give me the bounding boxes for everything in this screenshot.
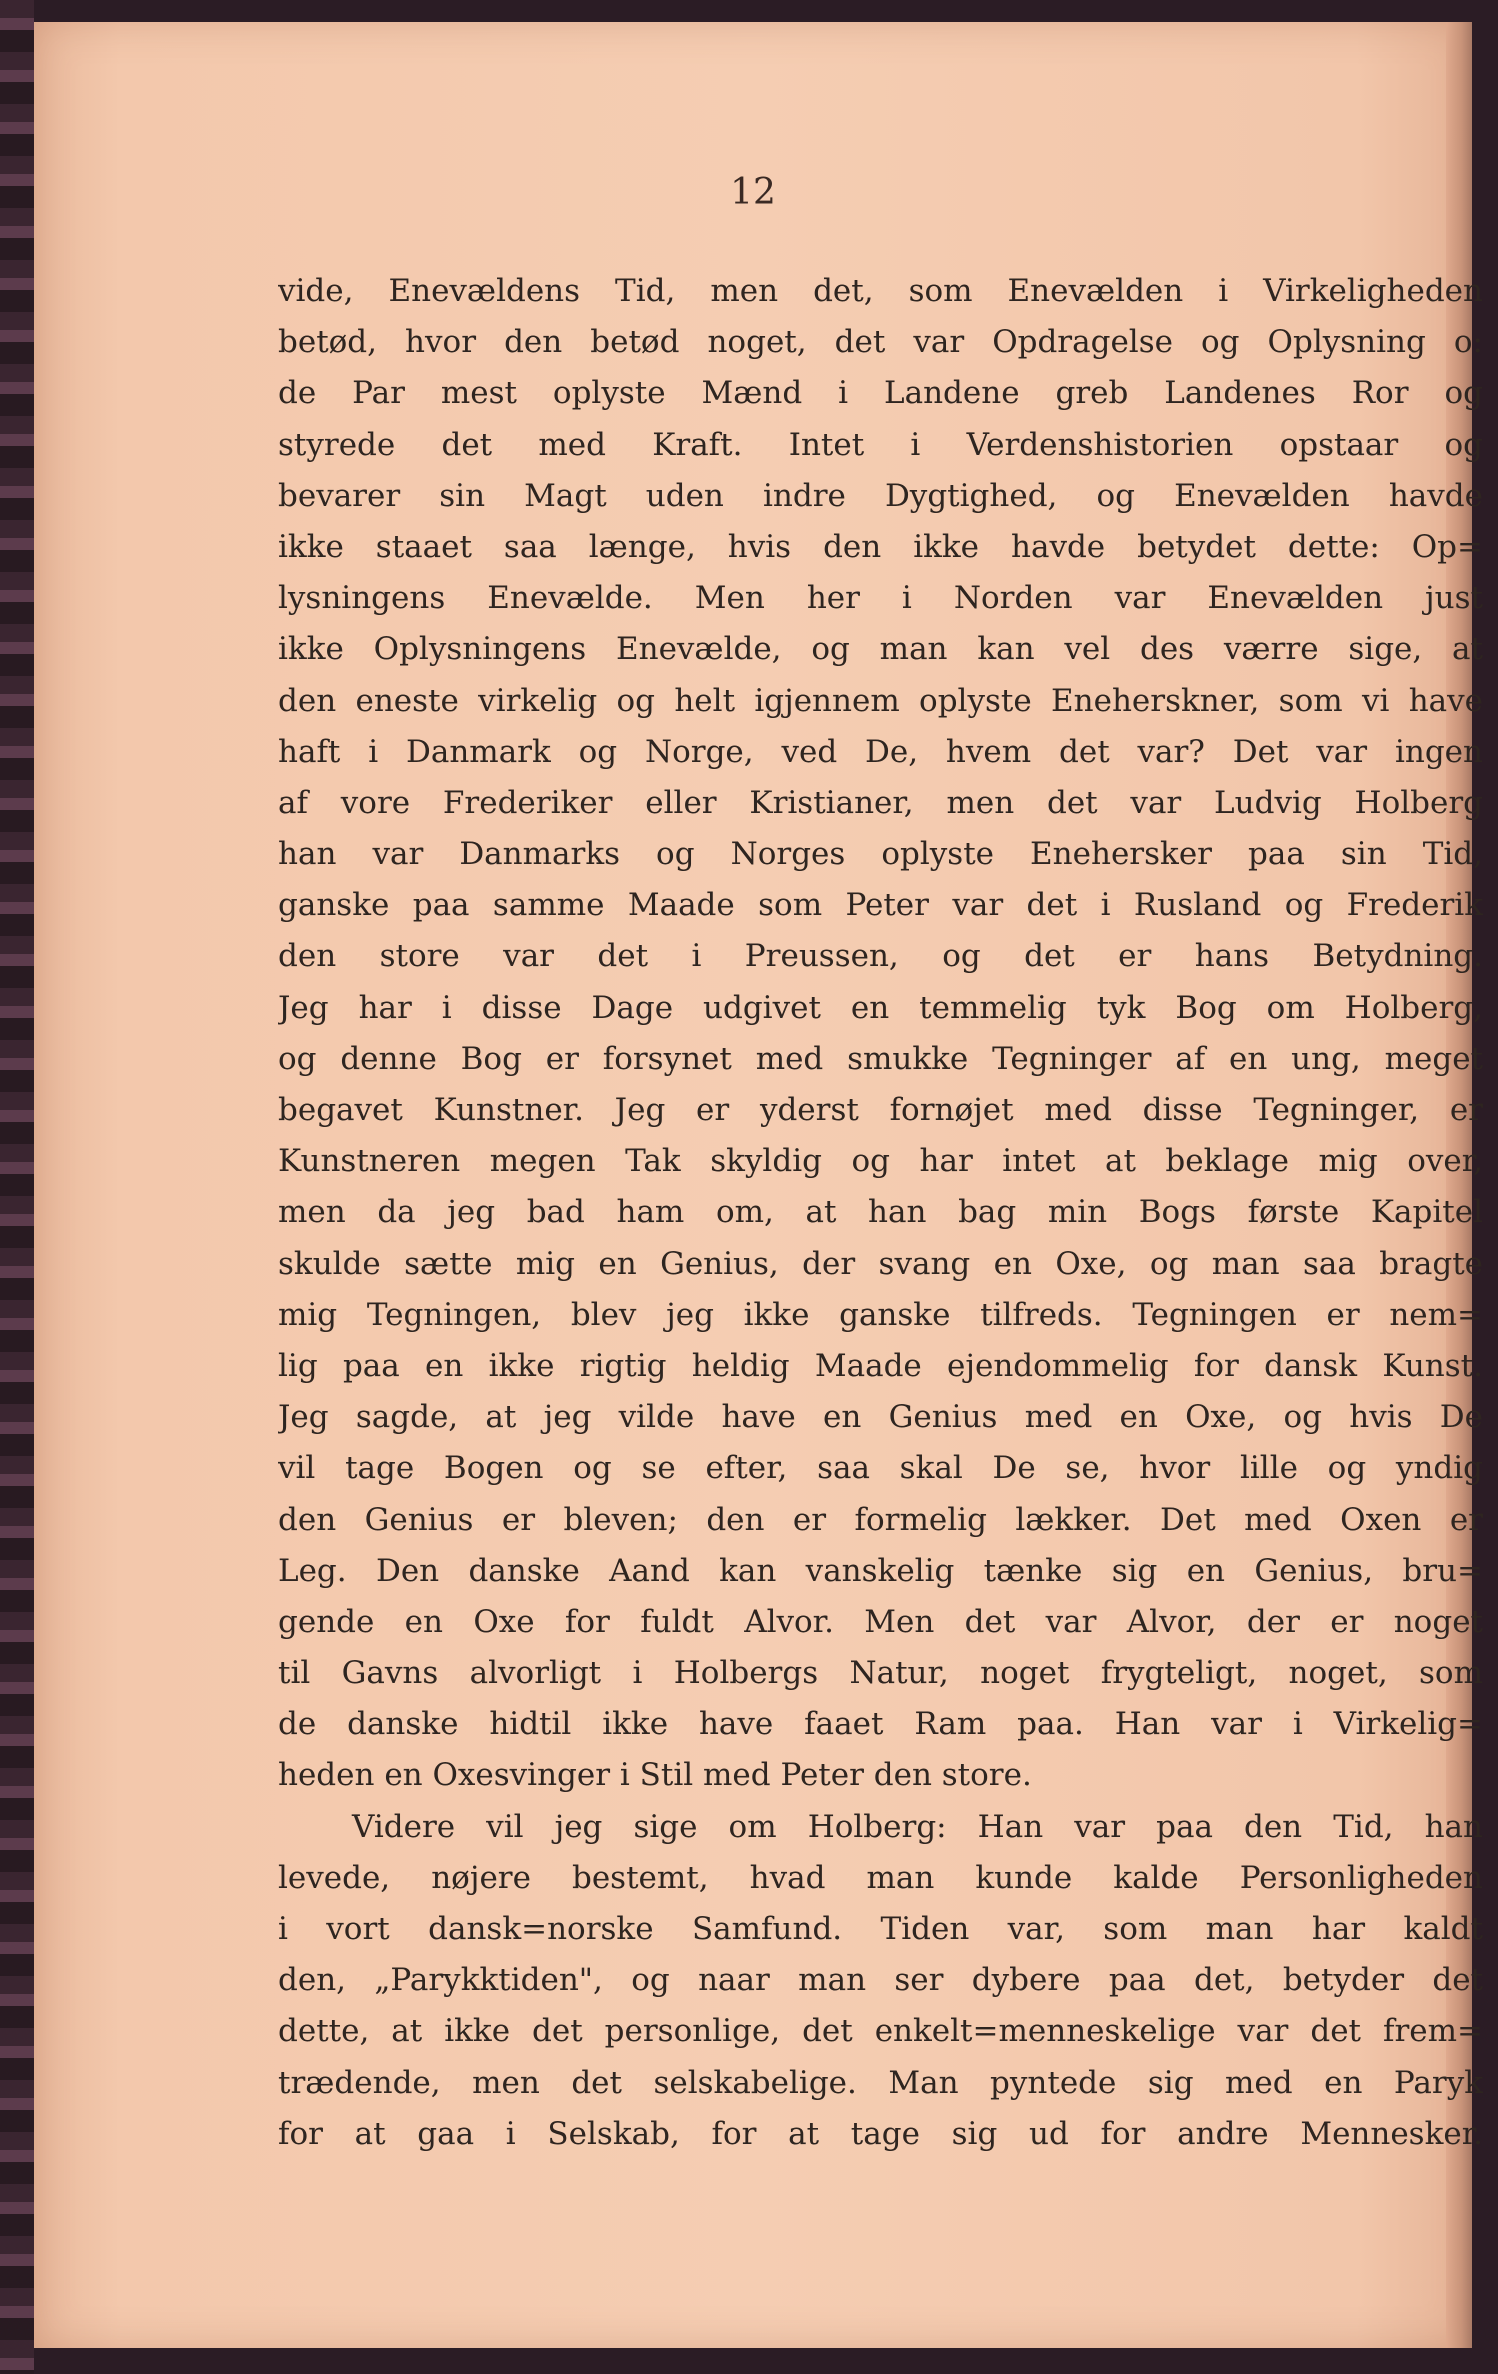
page-number: 12: [730, 172, 776, 213]
text-line: de Par mest oplyste Mænd i Landene greb Landenes Ror og: [278, 375, 1483, 412]
text-line: vil tage Bogen og se efter, saa skal De se, hvor lille og yndig: [278, 1450, 1483, 1487]
text-line: til Gavns alvorligt i Holbergs Natur, noget frygteligt, noget, som: [278, 1655, 1483, 1692]
text-line: dette, at ikke det personlige, det enkelt=menneskelige var det frem=: [278, 2013, 1483, 2050]
text-line: den store var det i Preussen, og det er hans Betydning.: [278, 938, 1483, 975]
text-line: trædende, men det selskabelige. Man pyntede sig med en Paryk: [278, 2064, 1483, 2101]
text-line: af vore Frederiker eller Kristianer, men det var Ludvig Holberg: [278, 784, 1483, 821]
text-line: skulde sætte mig en Genius, der svang en Oxe, og man saa bragte: [278, 1245, 1483, 1282]
text-line: bevarer sin Magt uden indre Dygtighed, og Enevælden havde: [278, 477, 1483, 514]
page-sheet: [34, 22, 1483, 2348]
text-line: ikke Oplysningens Enevælde, og man kan vel des værre sige, at: [278, 631, 1483, 668]
text-line: gende en Oxe for fuldt Alvor. Men det var Alvor, der er noget: [278, 1603, 1483, 1640]
text-line: men da jeg bad ham om, at han bag min Bogs første Kapitel: [278, 1194, 1483, 1231]
text-line: heden en Oxesvinger i Stil med Peter den store.: [278, 1757, 1032, 1794]
text-line: han var Danmarks og Norges oplyste Enehersker paa sin Tid,: [278, 836, 1483, 873]
text-line: den eneste virkelig og helt igjennem oplyste Eneherskner, som vi have: [278, 682, 1483, 719]
text-line: for at gaa i Selskab, for at tage sig ud for andre Mennesker.: [278, 2115, 1483, 2152]
text-line: levede, nøjere bestemt, hvad man kunde kalde Personligheden: [278, 1859, 1483, 1896]
text-line: Jeg sagde, at jeg vilde have en Genius med en Oxe, og hvis De: [278, 1399, 1483, 1436]
text-line: i vort dansk=norske Samfund. Tiden var, som man har kaldt: [278, 1911, 1483, 1947]
text-line: lig paa en ikke rigtig heldig Maade ejendommelig for dansk Kunst.: [278, 1347, 1483, 1384]
text-line: betød, hvor den betød noget, det var Opdragelse og Oplysning o:: [278, 324, 1483, 361]
text-line: begavet Kunstner. Jeg er yderst fornøjet med disse Tegninger, er: [278, 1092, 1483, 1128]
text-line: lysningens Enevælde. Men her i Norden var Enevælden just: [278, 580, 1483, 617]
text-line: Kunstneren megen Tak skyldig og har intet at beklage mig over,: [278, 1143, 1483, 1180]
text-line: de danske hidtil ikke have faaet Ram paa. Han var i Virkelig=: [278, 1706, 1483, 1743]
text-line: Videre vil jeg sige om Holberg: Han var paa den Tid, han: [352, 1808, 1483, 1845]
body-text: [278, 266, 1483, 2160]
text-line: styrede det med Kraft. Intet i Verdenshistorien opstaar og: [278, 426, 1483, 463]
text-line: haft i Danmark og Norge, ved De, hvem det var? Det var ingen: [278, 733, 1483, 770]
text-line: ganske paa samme Maade som Peter var det i Rusland og Frederik: [278, 887, 1483, 924]
text-line: mig Tegningen, blev jeg ikke ganske tilfreds. Tegningen er nem=: [278, 1296, 1483, 1333]
text-line: den Genius er bleven; den er formelig lækker. Det med Oxen er: [278, 1501, 1483, 1538]
text-line: ikke staaet saa længe, hvis den ikke havde betydet dette: Op=: [278, 528, 1483, 565]
text-line: Leg. Den danske Aand kan vanskelig tænke sig en Genius, bru=: [278, 1552, 1483, 1589]
text-line: Jeg har i disse Dage udgivet en temmelig tyk Bog om Holberg,: [278, 989, 1483, 1026]
text-line: og denne Bog er forsynet med smukke Tegninger af en ung, meget: [278, 1040, 1483, 1077]
text-line: den, „Parykktiden", og naar man ser dybere paa det, betyder det: [278, 1962, 1483, 1999]
text-line: vide, Enevældens Tid, men det, som Enevælden i Virkeligheden: [278, 273, 1483, 309]
book-cover-edge: [0, 0, 34, 2374]
